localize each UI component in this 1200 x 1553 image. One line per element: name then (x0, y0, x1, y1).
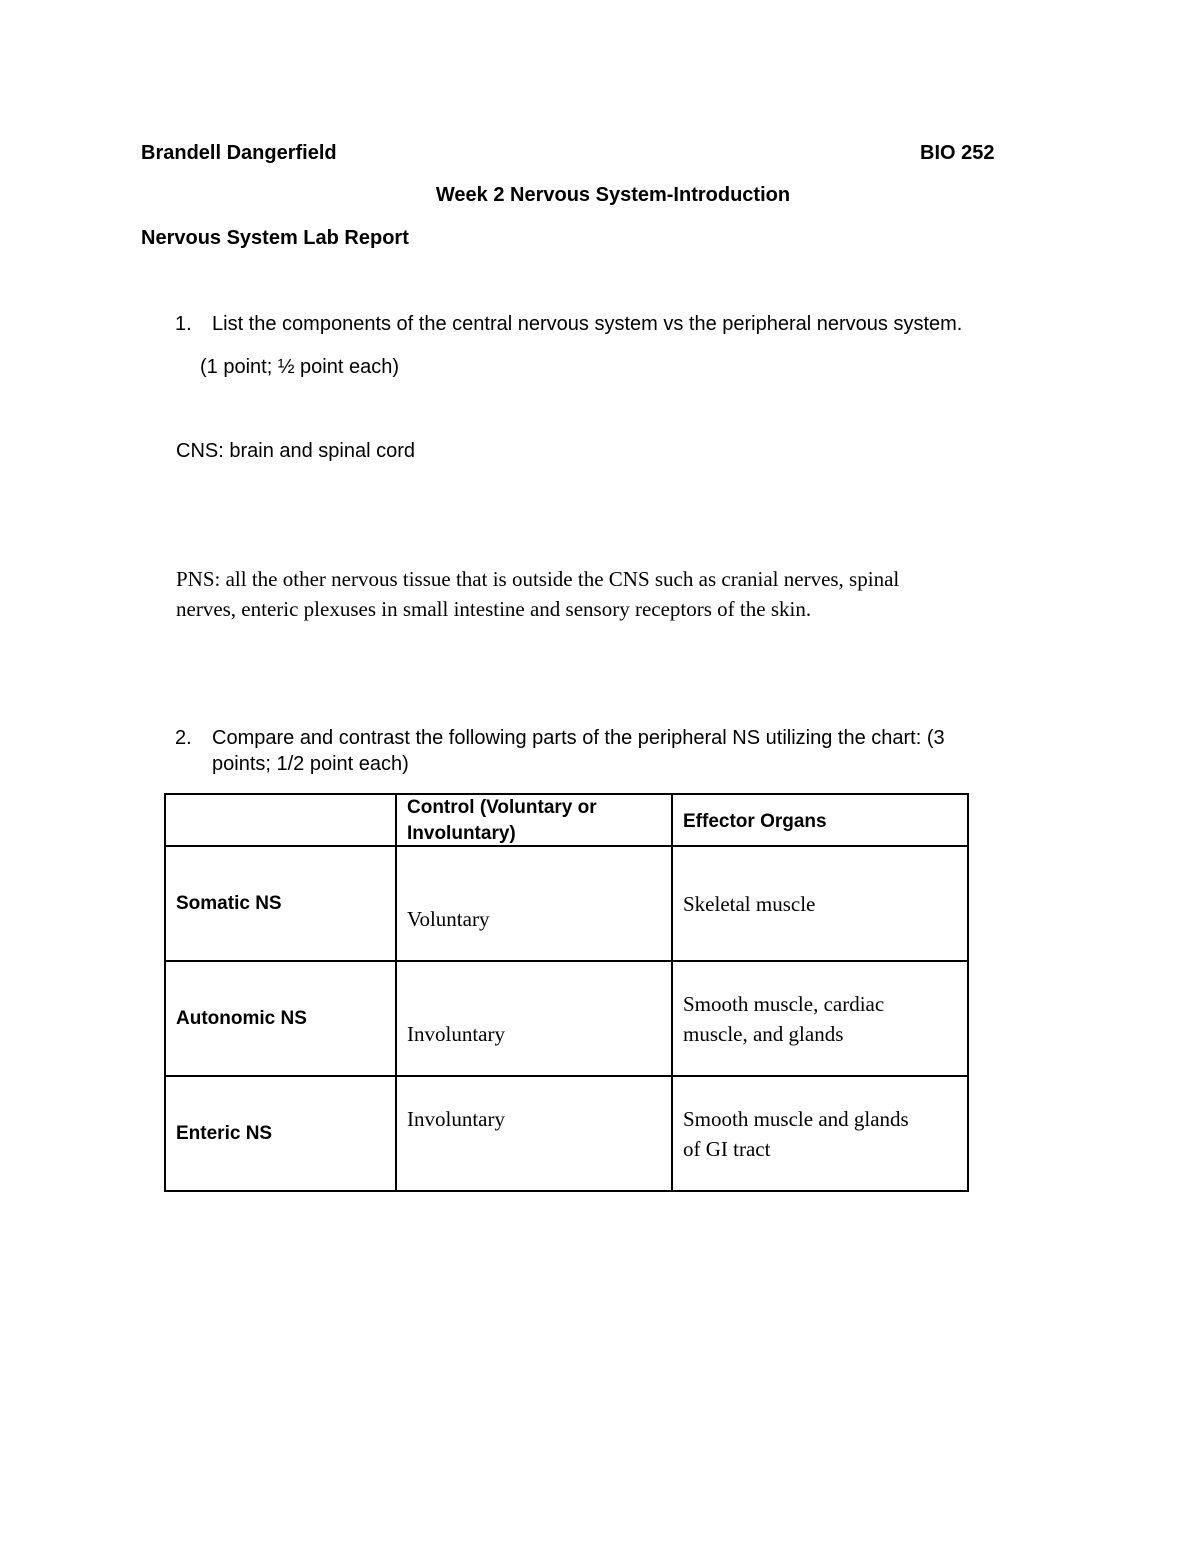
row-name: Somatic NS (176, 893, 282, 914)
row-control-cell (396, 846, 672, 961)
row-effector-line-1: Smooth muscle and glands (683, 1107, 909, 1131)
header-cell-effector (672, 794, 968, 846)
header-cell-empty (165, 794, 396, 846)
row-effector-cell (672, 961, 968, 1076)
row-effector-line-2: muscle, and glands (683, 1022, 844, 1046)
row-name-cell (165, 1076, 396, 1191)
pns-answer-line-2: nerves, enteric plexuses in small intestine and sensory receptors of the skin. (176, 597, 812, 621)
header-cell-control (396, 794, 672, 846)
row-control: Voluntary (407, 907, 490, 931)
row-name: Autonomic NS (176, 1008, 307, 1029)
row-control-cell (396, 1076, 672, 1191)
week-title: Week 2 Nervous System-Introduction (435, 184, 791, 206)
course-code: BIO 252 (920, 142, 995, 164)
cns-answer: CNS: brain and spinal cord (176, 440, 416, 462)
row-control: Involuntary (407, 1107, 505, 1131)
row-name-cell (165, 846, 396, 961)
row-effector-cell (672, 846, 968, 961)
author-name: Brandell Dangerfield (141, 142, 337, 164)
row-control: Involuntary (407, 1022, 505, 1046)
row-control-cell (396, 961, 672, 1076)
question-2-text-line-2: points; 1/2 point each) (212, 753, 409, 775)
header-control-line-1: Control (Voluntary or (407, 797, 597, 818)
row-effector-line-2: of GI tract (683, 1137, 771, 1161)
question-2-text-line-1: Compare and contrast the following parts of the peripheral NS utilizing the chart: (3 (212, 727, 945, 749)
row-name: Enteric NS (176, 1123, 273, 1144)
header-effector-label: Effector Organs (683, 811, 827, 832)
table-row (165, 961, 968, 1076)
header-control-line-2: Involuntary) (407, 823, 516, 844)
nervous-system-table (164, 793, 969, 1192)
question-1-number: 1. (175, 313, 192, 335)
table-row (165, 1076, 968, 1191)
question-1-points: (1 point; ½ point each) (200, 356, 400, 378)
table-header-row (165, 794, 968, 846)
report-title: Nervous System Lab Report (141, 227, 409, 249)
question-1-text: List the components of the central nervous system vs the peripheral nervous system. (212, 313, 963, 335)
row-effector-line-1: Smooth muscle, cardiac (683, 992, 885, 1016)
row-effector-line-1: Skeletal muscle (683, 892, 816, 916)
table-row (165, 846, 968, 961)
question-2-number: 2. (175, 727, 192, 749)
row-name-cell (165, 961, 396, 1076)
row-effector-cell (672, 1076, 968, 1191)
pns-answer-line-1: PNS: all the other nervous tissue that is outside the CNS such as cranial nerves, spinal (176, 567, 900, 591)
